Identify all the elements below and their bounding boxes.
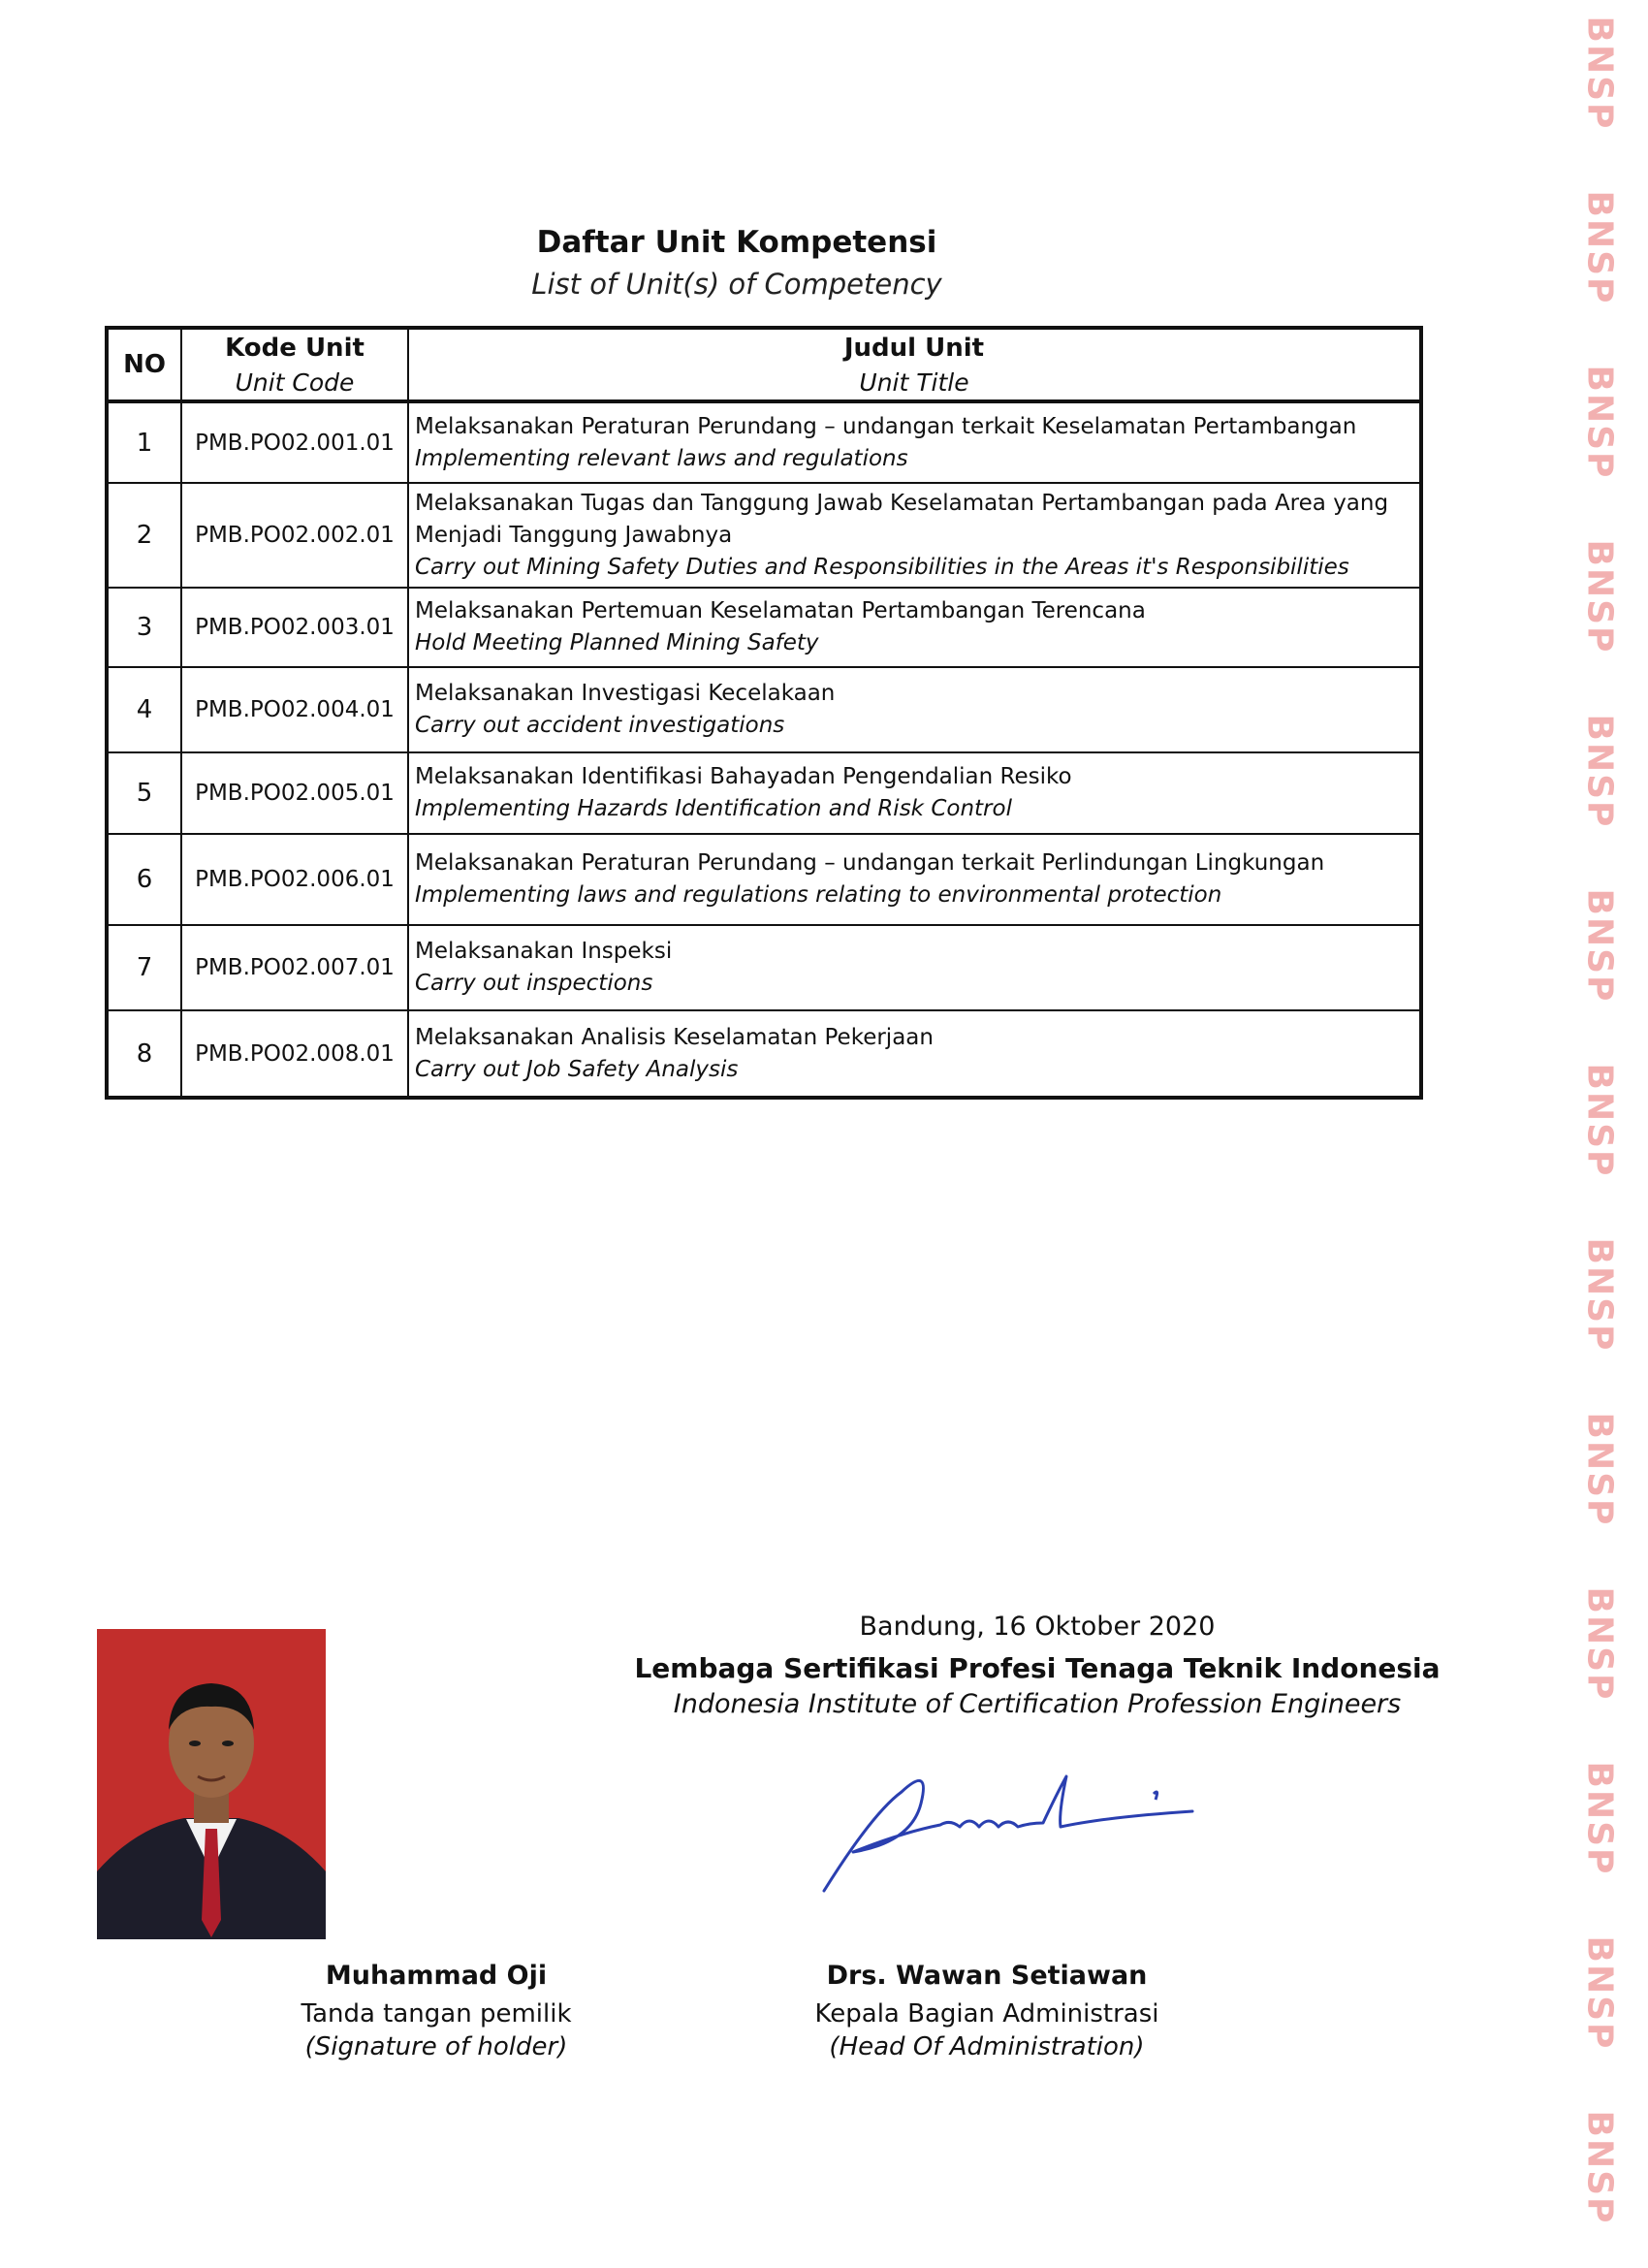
table-row (107, 588, 1421, 667)
row-number: 7 (107, 925, 181, 1010)
watermark-label: BNSP (1579, 1237, 1620, 1352)
table-row (107, 752, 1421, 834)
unit-title (408, 667, 1421, 752)
person-photo-icon (97, 1629, 326, 1939)
watermark-text (1565, 365, 1634, 479)
unit-title (408, 401, 1421, 483)
unit-title (408, 483, 1421, 588)
watermark-text (1565, 1761, 1634, 1875)
table-row (107, 834, 1421, 925)
table-row (107, 667, 1421, 752)
holder-photo (97, 1629, 326, 1939)
unit-code: PMB.PO02.006.01 (181, 834, 408, 925)
unit-code: PMB.PO02.002.01 (181, 483, 408, 588)
document-subtitle: List of Unit(s) of Competency (531, 268, 942, 301)
watermark-text (1565, 1935, 1634, 2050)
watermark-text (1565, 539, 1634, 654)
watermark-text (1565, 888, 1634, 1003)
row-number: 5 (107, 752, 181, 834)
official-position: Kepala Bagian Administrasi (814, 1999, 1159, 2028)
watermark-text (1565, 714, 1634, 828)
header-no: NO (107, 328, 181, 401)
unit-code: PMB.PO02.005.01 (181, 752, 408, 834)
watermark-text (1565, 1237, 1634, 1352)
unit-title-id: Melaksanakan Tugas dan Tanggung Jawab Keselamatan Pertambangan pada Area yang Menjadi Tanggung Jawabnya (415, 490, 1389, 548)
watermark-text (1565, 190, 1634, 304)
unit-title (408, 588, 1421, 667)
unit-title-en: Implementing Hazards Identification and Risk Control (415, 796, 1012, 821)
unit-code: PMB.PO02.001.01 (181, 401, 408, 483)
unit-title (408, 1010, 1421, 1098)
row-number: 3 (107, 588, 181, 667)
table-header-row (107, 328, 1421, 401)
watermark-label: BNSP (1579, 2110, 1620, 2224)
institution-name-en: Indonesia Institute of Certification Profession Engineers (673, 1689, 1402, 1719)
unit-code: PMB.PO02.004.01 (181, 667, 408, 752)
watermark-label: BNSP (1579, 1761, 1620, 1875)
unit-title-en: Carry out inspections (415, 971, 653, 996)
unit-title-id: Melaksanakan Analisis Keselamatan Pekerjaan (415, 1024, 934, 1050)
watermark-text (1565, 1063, 1634, 1177)
holder-signature-label-en: (Signature of holder) (304, 2032, 568, 2061)
unit-title (408, 752, 1421, 834)
row-number: 6 (107, 834, 181, 925)
unit-code: PMB.PO02.007.01 (181, 925, 408, 1010)
watermark-label: BNSP (1579, 714, 1620, 828)
competency-units-table (105, 326, 1423, 1100)
unit-title-en: Implementing relevant laws and regulations (415, 445, 908, 471)
unit-title-id: Melaksanakan Inspeksi (415, 939, 673, 964)
official-name: Drs. Wawan Setiawan (826, 1961, 1148, 1991)
unit-title-en: Carry out Mining Safety Duties and Responsibilities in the Areas it's Responsibilities (415, 554, 1349, 580)
row-number: 8 (107, 1010, 181, 1098)
header-unit-code: Kode Unit Unit Code (181, 328, 408, 401)
watermark-text (1565, 16, 1634, 130)
unit-title-en: Implementing laws and regulations relating to environmental protection (415, 882, 1222, 908)
holder-signature-label: Tanda tangan pemilik (301, 1999, 572, 2028)
row-number: 4 (107, 667, 181, 752)
watermark-label: BNSP (1579, 16, 1620, 130)
watermark-label: BNSP (1579, 365, 1620, 479)
table-row (107, 483, 1421, 588)
table-row (107, 1010, 1421, 1098)
official-position-en: (Head Of Administration) (829, 2032, 1145, 2061)
unit-title-en: Hold Meeting Planned Mining Safety (415, 630, 819, 655)
unit-title-id: Melaksanakan Investigasi Kecelakaan (415, 681, 836, 706)
unit-title-id: Melaksanakan Pertemuan Keselamatan Pertambangan Terencana (415, 598, 1146, 623)
watermark-label: BNSP (1579, 539, 1620, 654)
watermark-label: BNSP (1579, 1412, 1620, 1526)
unit-title-en: Carry out accident investigations (415, 713, 785, 738)
watermark-text (1565, 2110, 1634, 2224)
unit-code: PMB.PO02.008.01 (181, 1010, 408, 1098)
unit-title-en: Carry out Job Safety Analysis (415, 1056, 739, 1082)
watermark-label: BNSP (1579, 190, 1620, 304)
unit-title-id: Melaksanakan Peraturan Perundang – undangan terkait Keselamatan Pertambangan (415, 413, 1357, 439)
unit-title-id: Melaksanakan Peraturan Perundang – undangan terkait Perlindungan Lingkungan (415, 850, 1325, 876)
unit-title-id: Melaksanakan Identifikasi Bahayadan Pengendalian Resiko (415, 764, 1072, 789)
row-number: 2 (107, 483, 181, 588)
unit-title (408, 925, 1421, 1010)
bnsp-watermark-column (1565, 16, 1634, 2250)
unit-title (408, 834, 1421, 925)
watermark-label: BNSP (1579, 1935, 1620, 2050)
table-row (107, 401, 1421, 483)
place-and-date: Bandung, 16 Oktober 2020 (859, 1612, 1216, 1642)
unit-code: PMB.PO02.003.01 (181, 588, 408, 667)
institution-name: Lembaga Sertifikasi Profesi Tenaga Teknik Indonesia (634, 1652, 1441, 1684)
document-title: Daftar Unit Kompetensi (536, 225, 937, 260)
watermark-label: BNSP (1579, 1586, 1620, 1701)
holder-name: Muhammad Oji (325, 1961, 548, 1991)
watermark-label: BNSP (1579, 888, 1620, 1003)
official-signature (814, 1755, 1202, 1901)
watermark-label: BNSP (1579, 1063, 1620, 1177)
row-number: 1 (107, 401, 181, 483)
watermark-text (1565, 1586, 1634, 1701)
watermark-text (1565, 1412, 1634, 1526)
table-row (107, 925, 1421, 1010)
header-unit-title: Judul Unit Unit Title (408, 328, 1421, 401)
